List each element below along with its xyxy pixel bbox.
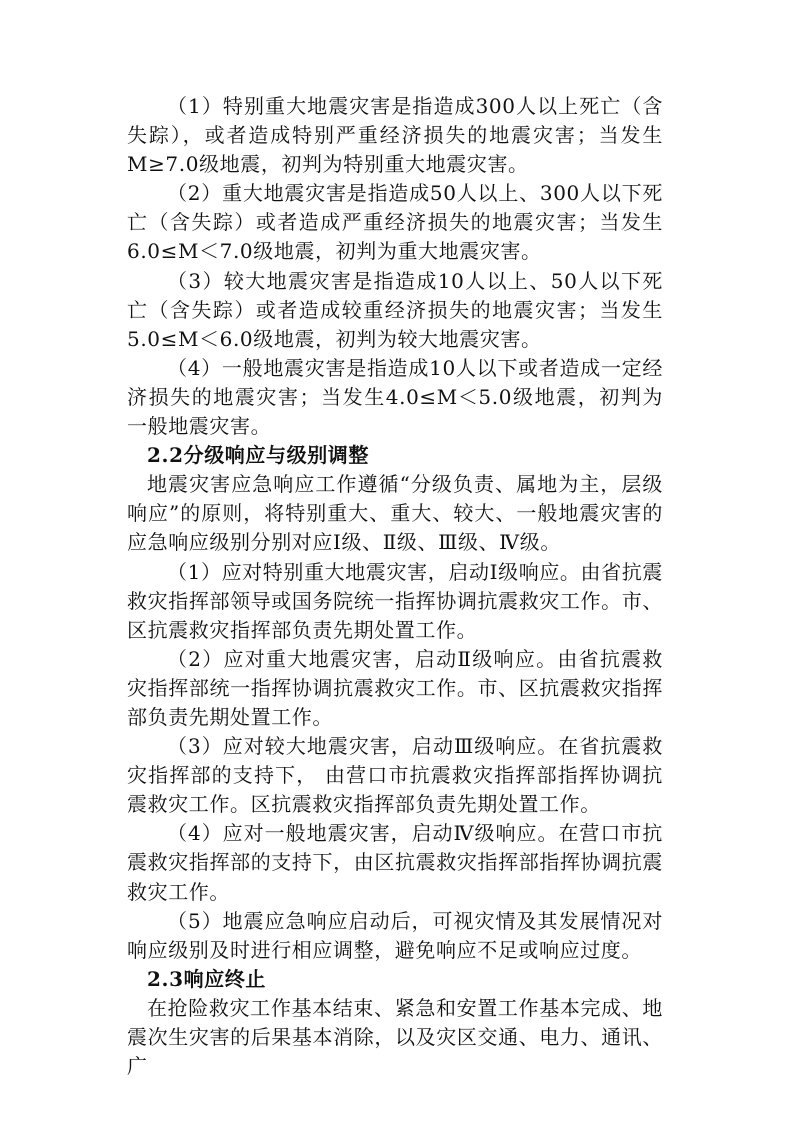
section-2-2-intro: 地震灾害应急响应工作遵循“分级负责、属地为主，层级响应”的原则，将特别重大、重大、较大、一般地震灾害的应急响应级别分别对应Ⅰ级、Ⅱ级、Ⅲ级、Ⅳ级。 bbox=[127, 472, 663, 555]
document-body bbox=[127, 92, 663, 1081]
paragraph-level-1-definition: （1）特别重大地震灾害是指造成300人以上死亡（含失踪），或者造成特别严重经济损失的地震灾害；当发生M≥7.0级地震，初判为特别重大地震灾害。 bbox=[127, 94, 663, 177]
paragraph-level-3-definition: （3）较大地震灾害是指造成10人以上、50人以下死亡（含失踪）或者造成较重经济损失的地震灾害；当发生5.0≤M＜6.0级地震，初判为较大地震灾害。 bbox=[127, 268, 663, 351]
section-heading-2-3: 2.3响应终止 bbox=[147, 966, 266, 991]
paragraph-response-level-3: （3）应对较大地震灾害，启动Ⅲ级响应。在省抗震救灾指挥部的支持下， 由营口市抗震救灾指挥部指挥协调抗震救灾工作。区抗震救灾指挥部负责先期处置工作。 bbox=[127, 734, 663, 817]
paragraph-response-adjustment: （5）地震应急响应启动后，可视灾情及其发展情况对响应级别及时进行相应调整，避免响应不足或响应过度。 bbox=[127, 908, 663, 962]
section-heading-2-2: 2.2分级响应与级别调整 bbox=[147, 443, 369, 468]
paragraph-response-level-4: （4）应对一般地震灾害，启动Ⅳ级响应。在营口市抗震救灾指挥部的支持下，由区抗震救灾指挥部指挥协调抗震救灾工作。 bbox=[127, 821, 663, 904]
paragraph-level-4-definition: （4）一般地震灾害是指造成10人以下或者造成一定经济损失的地震灾害；当发生4.0≤M＜5.0级地震，初判为一般地震灾害。 bbox=[127, 355, 663, 439]
section-2-3-intro: 在抢险救灾工作基本结束、紧急和安置工作基本完成、地震次生灾害的后果基本消除，以及灾区交通、电力、通讯、广 bbox=[127, 995, 663, 1079]
paragraph-response-level-2: （2）应对重大地震灾害，启动Ⅱ级响应。由省抗震救灾指挥部统一指挥协调抗震救灾工作。市、区抗震救灾指挥部负责先期处置工作。 bbox=[127, 646, 663, 729]
paragraph-response-level-1: （1）应对特别重大地震灾害，启动Ⅰ级响应。由省抗震救灾指挥部领导或国务院统一指挥协调抗震救灾工作。市、区抗震救灾指挥部负责先期处置工作。 bbox=[127, 559, 663, 642]
paragraph-level-2-definition: （2）重大地震灾害是指造成50人以上、300人以下死亡（含失踪）或者造成严重经济损失的地震灾害；当发生6.0≤M＜7.0级地震，初判为重大地震灾害。 bbox=[127, 181, 663, 264]
